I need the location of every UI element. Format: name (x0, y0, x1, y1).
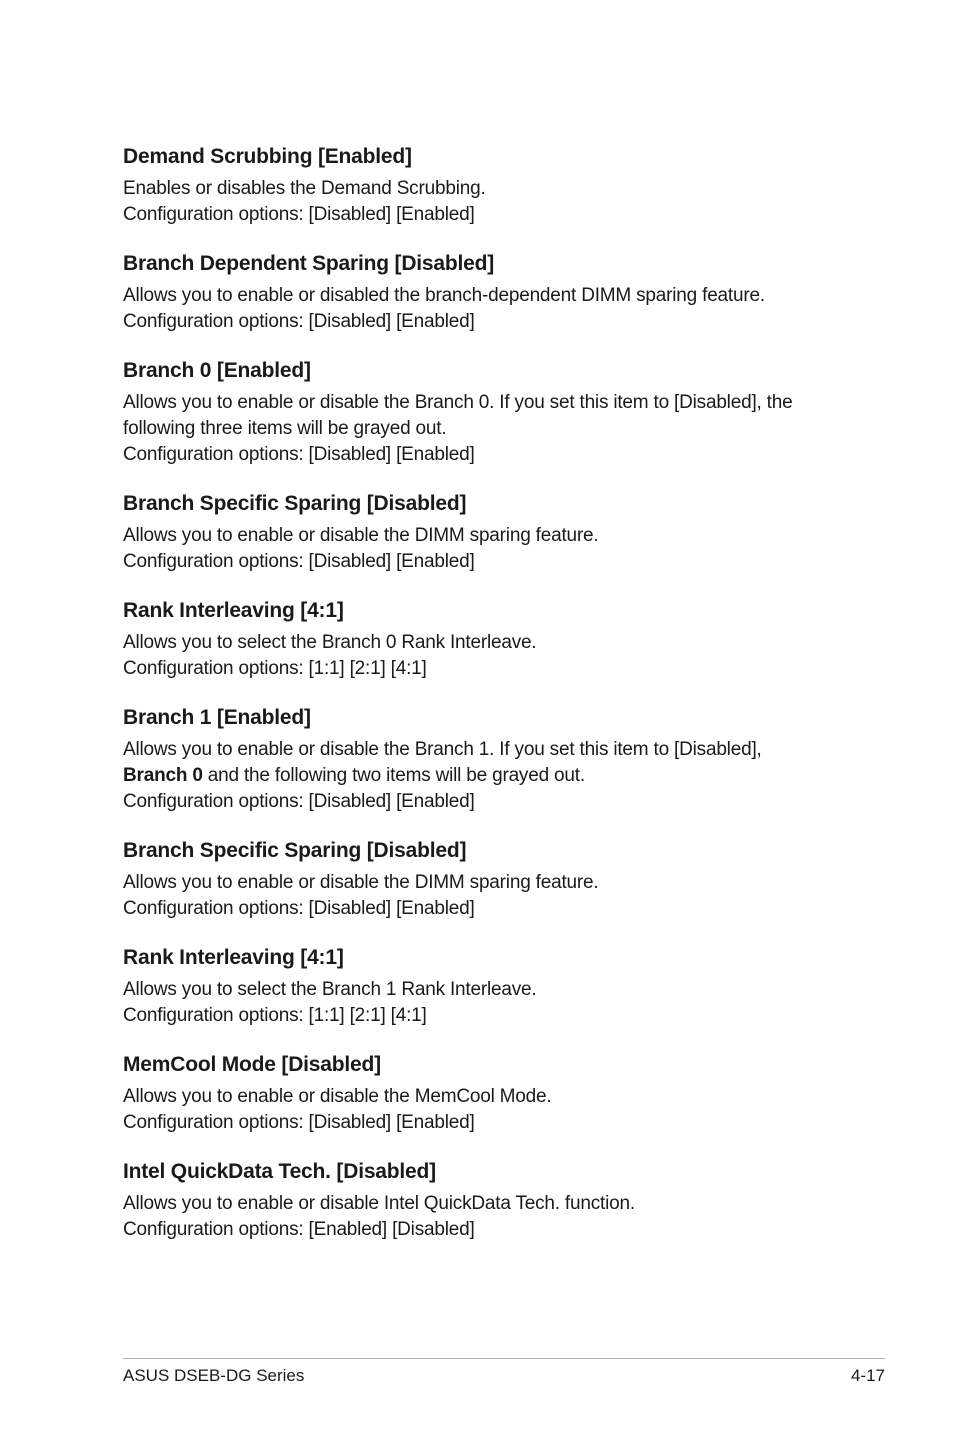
section-options: Configuration options: [Disabled] [Enabled] (123, 791, 475, 812)
section-options: Configuration options: [Disabled] [Enabled] (123, 1112, 475, 1133)
section-options: Configuration options: [Disabled] [Enabled] (123, 551, 475, 572)
section-rank-interleaving-1 (123, 944, 883, 1029)
section-intel-quickdata (123, 1158, 883, 1243)
section-title: Rank Interleaving [4:1] (123, 599, 344, 622)
section-title: Branch Dependent Sparing [Disabled] (123, 252, 495, 275)
section-description: Allows you to select the Branch 0 Rank Interleave. (123, 632, 537, 653)
section-description: Allows you to enable or disable the DIMM sparing feature. (123, 525, 599, 546)
bold-term: Branch 0 (123, 765, 203, 786)
section-rank-interleaving-0 (123, 597, 883, 682)
section-branch-1 (123, 704, 883, 815)
section-title: Rank Interleaving [4:1] (123, 946, 344, 969)
section-description: Allows you to enable or disabled the branch-dependent DIMM sparing feature. (123, 285, 765, 306)
section-title: Branch Specific Sparing [Disabled] (123, 839, 467, 862)
section-options: Configuration options: [Disabled] [Enabled] (123, 898, 475, 919)
section-options: Configuration options: [Disabled] [Enabled] (123, 204, 475, 225)
section-memcool-mode (123, 1051, 883, 1136)
manual-content (123, 143, 883, 1265)
section-description: Allows you to enable or disable the Branch 1. If you set this item to [Disabled], (123, 739, 762, 760)
section-title: MemCool Mode [Disabled] (123, 1053, 381, 1076)
section-options: Configuration options: [1:1] [2:1] [4:1] (123, 658, 427, 679)
section-branch-0 (123, 357, 883, 468)
section-description: Allows you to select the Branch 1 Rank Interleave. (123, 979, 537, 1000)
section-description: Allows you to enable or disable Intel QuickData Tech. function. (123, 1193, 635, 1214)
section-title: Branch Specific Sparing [Disabled] (123, 492, 467, 515)
section-title: Intel QuickData Tech. [Disabled] (123, 1160, 436, 1183)
section-description: Allows you to enable or disable the MemCool Mode. (123, 1086, 552, 1107)
section-description: Allows you to enable or disable the Branch 0. If you set this item to [Disabled], the (123, 392, 793, 413)
section-options: Configuration options: [Disabled] [Enabled] (123, 311, 475, 332)
section-branch-specific-sparing-0 (123, 490, 883, 575)
section-description: following three items will be grayed out. (123, 418, 447, 439)
footer-divider (123, 1358, 885, 1359)
section-description: Enables or disables the Demand Scrubbing. (123, 178, 486, 199)
section-title: Branch 1 [Enabled] (123, 706, 311, 729)
section-options: Configuration options: [Disabled] [Enabled] (123, 444, 475, 465)
section-title: Branch 0 [Enabled] (123, 359, 311, 382)
section-title: Demand Scrubbing [Enabled] (123, 145, 412, 168)
description-text: and the following two items will be grayed out. (202, 765, 585, 786)
footer-product-name: ASUS DSEB-DG Series (123, 1366, 305, 1385)
section-description: Allows you to enable or disable the DIMM sparing feature. (123, 872, 599, 893)
section-description (123, 763, 883, 789)
section-branch-dependent-sparing (123, 250, 883, 335)
section-branch-specific-sparing-1 (123, 837, 883, 922)
section-options: Configuration options: [Enabled] [Disabled] (123, 1219, 475, 1240)
footer-page-number: 4-17 (850, 1366, 885, 1385)
section-options: Configuration options: [1:1] [2:1] [4:1] (123, 1005, 427, 1026)
section-demand-scrubbing (123, 143, 883, 228)
